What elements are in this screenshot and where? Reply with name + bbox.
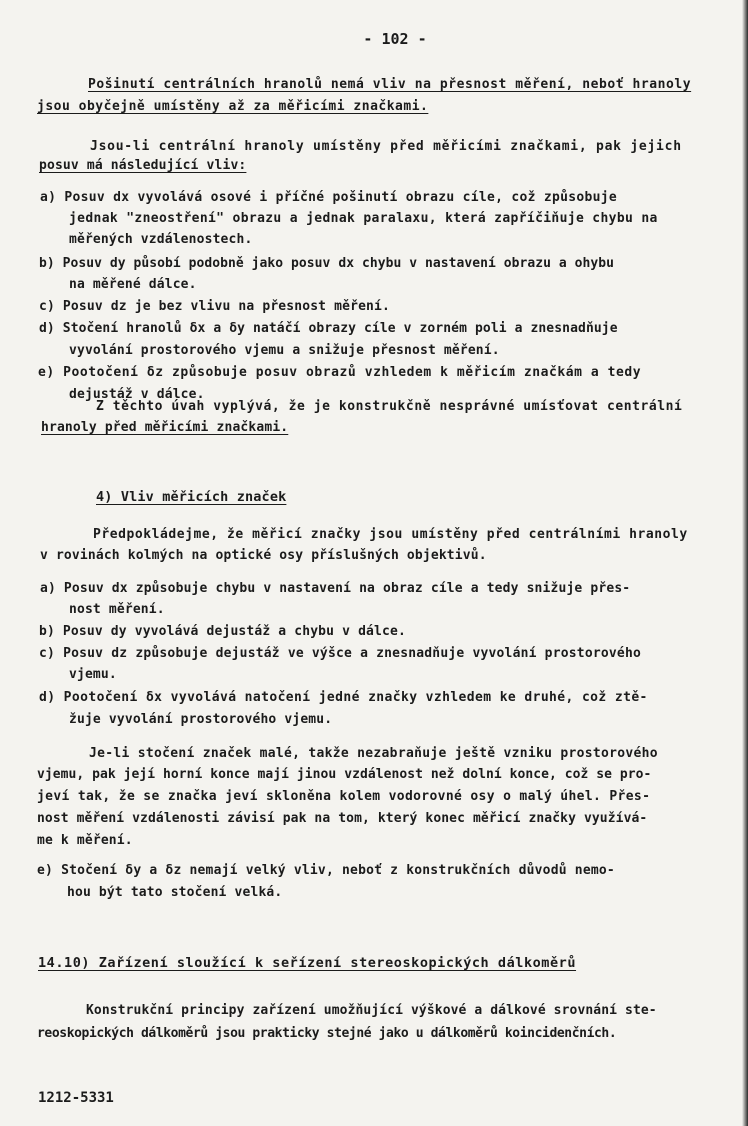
list-2-item-a-line-1: a) Posuv dx způsobuje chybu v nastavení na obraz cíle a tedy snižuje přes- xyxy=(40,581,631,596)
conclusion-line-2: hranoly před měřicími značkami. xyxy=(41,420,289,435)
paragraph-5-line-1: Konstrukční principy zařízení umožňující výškové a dálkové srovnání ste- xyxy=(86,1003,657,1018)
conclusion-line-1: Z těchto úvah vyplývá, že je konstrukčně nesprávné umísťovat centrální xyxy=(96,399,683,414)
list-1-item-d-line-2: vyvolání prostorového vjemu a snižuje přesnost měření. xyxy=(69,343,500,358)
list-3-item-e-line-1: e) Stočení δy a δz nemají velký vliv, neboť z konstrukčních důvodů nemo- xyxy=(37,863,615,878)
list-3-item-e-line-2: hou být tato stočení velká. xyxy=(67,885,283,900)
list-2-item-a-line-2: nost měření. xyxy=(69,602,165,617)
paragraph-3-line-1: Předpokládejme, že měřicí značky jsou umístěny před centrálními hranoly xyxy=(93,527,688,542)
section-4-heading: 4) Vliv měřicích značek xyxy=(96,489,287,505)
list-2-item-d-line-2: žuje vyvolání prostorového vjemu. xyxy=(69,712,333,727)
paragraph-1-line-1: Pošinutí centrálních hranolů nemá vliv na přesnost měření, neboť hranoly xyxy=(88,77,692,92)
paragraph-5-line-2: reoskopických dálkoměrů jsou prakticky stejné jako u dálkoměrů koincidenčních. xyxy=(37,1026,617,1041)
paragraph-2-line-1: Jsou-li centrální hranoly umístěny před měřicími značkami, pak jejich xyxy=(90,139,682,154)
list-2-item-c-line-2: vjemu. xyxy=(69,667,117,682)
list-2-item-c-line-1: c) Posuv dz způsobuje dejustáž ve výšce a znesnadňuje vyvolání prostorového xyxy=(39,646,641,661)
list-1-item-b-line-1: b) Posuv dy působí podobně jako posuv dx chybu v nastavení obrazu a ohybu xyxy=(39,256,614,271)
list-1-item-a-line-2: jednak "zneostření" obrazu a jednak paralaxu, která zapříčiňuje chybu na xyxy=(69,211,658,226)
scan-edge-shadow xyxy=(742,0,748,1126)
list-1-item-e-line-1: e) Pootočení δz způsobuje posuv obrazů vzhledem k měřicím značkám a tedy xyxy=(38,365,642,380)
list-1-item-c: c) Posuv dz je bez vlivu na přesnost měření. xyxy=(39,299,390,314)
list-2-item-b: b) Posuv dy vyvolává dejustáž a chybu v dálce. xyxy=(39,624,406,639)
list-1-item-a-line-1: a) Posuv dx vyvolává osové i příčné pošinutí obrazu cíle, což způsobuje xyxy=(40,190,617,205)
list-1-item-d-line-1: d) Stočení hranolů δx a δy natáčí obrazy cíle v zorném poli a znesnadňuje xyxy=(39,321,618,336)
paragraph-2-line-2: posuv má následující vliv: xyxy=(39,158,247,173)
footer-code: 1212-5331 xyxy=(38,1090,114,1106)
paragraph-4-line-2: vjemu, pak její horní konce mají jinou vzdálenost než dolní konce, což se pro- xyxy=(37,767,652,782)
section-14-10-heading: 14.10) Zařízení sloužící k seřízení stereoskopických dálkoměrů xyxy=(38,955,577,971)
paragraph-1-line-2: jsou obyčejně umístěny až za měřicími značkami. xyxy=(37,99,429,114)
page-number: - 102 - xyxy=(363,30,427,48)
list-1-item-e-line-2: dejustáž v dálce. xyxy=(69,387,205,402)
paragraph-4-line-4: nost měření vzdálenosti závisí pak na tom, který konec měřicí značky využívá- xyxy=(37,811,648,826)
list-2-item-d-line-1: d) Pootočení δx vyvolává natočení jedné značky vzhledem ke druhé, což ztě- xyxy=(39,690,648,705)
paragraph-4-line-1: Je-li stočení značek malé, takže nezabraňuje ještě vzniku prostorového xyxy=(89,746,658,761)
paragraph-3-line-2: v rovinách kolmých na optické osy příslušných objektivů. xyxy=(40,548,487,563)
list-1-item-a-line-3: měřených vzdálenostech. xyxy=(69,232,253,247)
paragraph-4-line-5: me k měření. xyxy=(37,833,133,848)
list-1-item-b-line-2: na měřené dálce. xyxy=(69,277,197,292)
paragraph-4-line-3: jeví tak, že se značka jeví skloněna kolem vodorovné osy o malý úhel. Přes- xyxy=(37,789,651,804)
